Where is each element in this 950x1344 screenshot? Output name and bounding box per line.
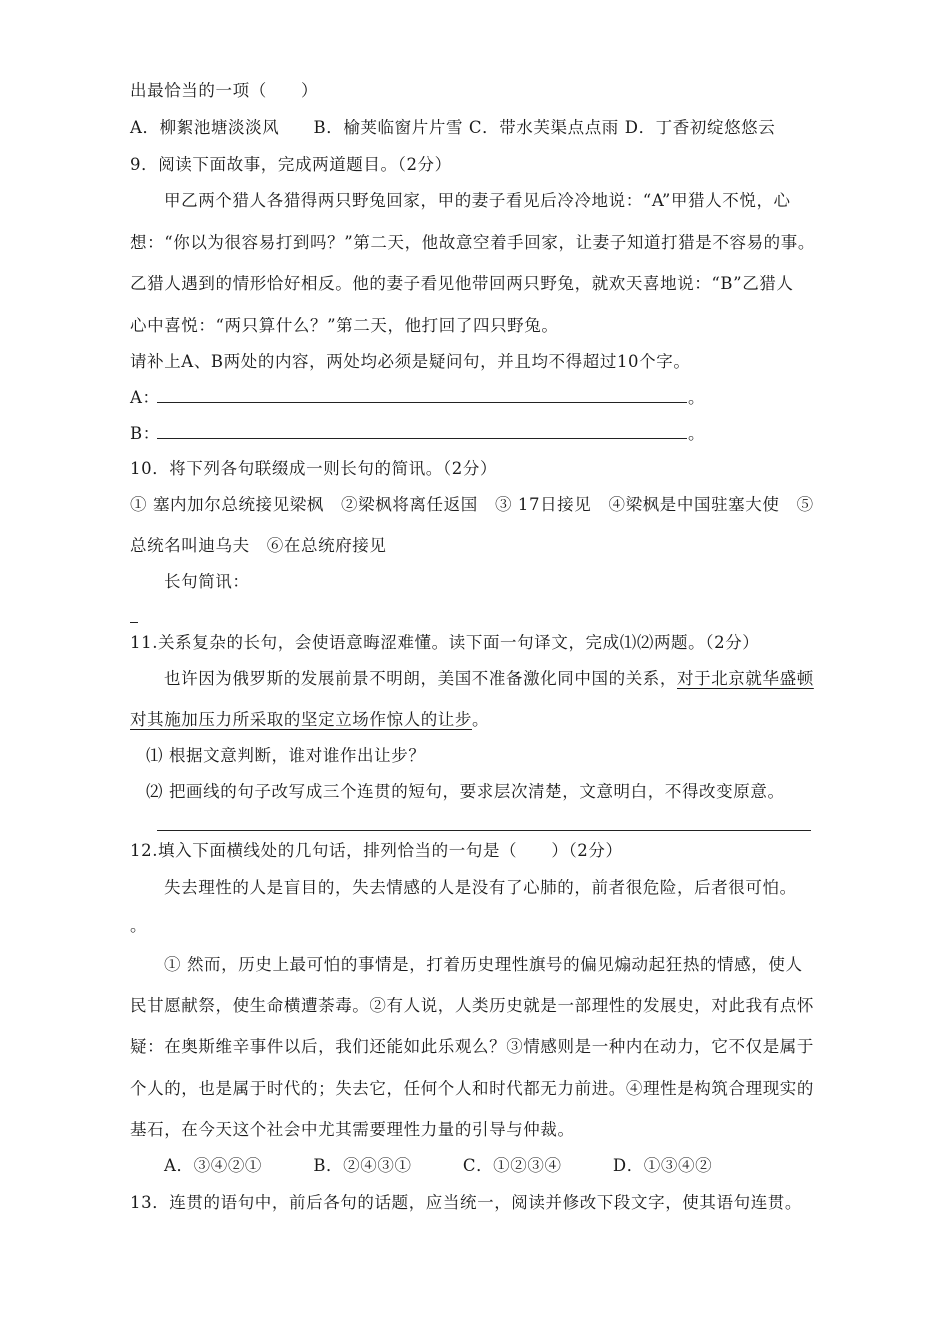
question-8-stem-end: 出最恰当的一项（ ）: [130, 81, 319, 100]
question-10-items-line-1: ① 塞内加尔总统接见梁枫 ②梁枫将离任返国 ③ 17日接见 ④梁枫是中国驻塞大使 ⑤: [130, 495, 814, 514]
question-9-story-line-2: 想：“你以为很容易打到吗？”第二天，他故意空着手回家，让妻子知道打猎是不容易的事。: [130, 233, 815, 252]
passage-period: 。: [472, 710, 490, 729]
question-12-sentences-line-1: ① 然而，历史上最可怕的事情是，打着历史理性旗号的偏见煽动起狂热的情感，使人: [164, 955, 803, 974]
question-9-story-line-3: 乙猎人遇到的情形恰好相反。他的妻子看见他带回两只野兔，就欢天喜地说：“B”乙猎人: [130, 274, 794, 293]
answer-b-label: B：: [130, 424, 160, 443]
answer-a-period: 。: [688, 388, 706, 407]
question-10-answer-label: 长句简讯：: [164, 572, 250, 591]
question-10-answer-line[interactable]: [130, 622, 138, 623]
question-12-blank-period: 。: [130, 916, 148, 935]
question-12-sentences-line-2: 民甘愿献祭，使生命横遭荼毒。②有人说，人类历史就是一部理性的发展史，对此我有点怀: [130, 996, 814, 1015]
question-12-intro: 失去理性的人是盲目的，失去情感的人是没有了心肺的，前者很危险，后者很可怕。: [164, 878, 797, 897]
question-12-sentences-line-4: 个人的，也是属于时代的；失去它，任何个人和时代都无力前进。④理性是构筑合理现实的: [130, 1079, 814, 1098]
question-11-subquestion-2: ⑵ 把画线的句子改写成三个连贯的短句，要求层次清楚，文意明白，不得改变原意。: [146, 782, 785, 801]
question-9-title: 9．阅读下面故事，完成两道题目。（2分）: [130, 155, 452, 174]
question-12-sentences-line-3: 疑：在奥斯维辛事件以后，我们还能如此乐观么？③情感则是一种内在动力，它不仅是属于: [130, 1037, 814, 1056]
question-12-sentences-line-5: 基石，在今天这个社会中尤其需要理性力量的引导与仲裁。: [130, 1120, 575, 1139]
question-11-passage-line-1: [164, 668, 814, 690]
question-11-answer-blank[interactable]: [157, 830, 811, 831]
question-12-title: 12.填入下面横线处的几句话，排列恰当的一句是（ ）（2分）: [130, 841, 623, 860]
question-9-story-line-4: 心中喜悦：“两只算什么？”第二天，他打回了四只野兔。: [130, 316, 559, 335]
question-11-subquestion-1: ⑴ 根据文意判断，谁对谁作出让步？: [146, 746, 426, 765]
passage-plain-text: 也许因为俄罗斯的发展前景不明朗，美国不准备激化同中国的关系，: [164, 669, 677, 688]
question-12-options: A．③④②① B．②④③① C．①②③④ D．①③④②: [164, 1156, 713, 1175]
underlined-sentence-start: 对于北京就华盛顿: [677, 669, 814, 688]
question-8-options: A．柳絮池塘淡淡风 B．榆荚临窗片片雪 C．带水芙渠点点雨 D．丁香初绽悠悠云: [130, 118, 776, 137]
answer-b-blank[interactable]: [157, 438, 687, 439]
question-11-passage-line-2: [130, 709, 489, 731]
answer-b-period: 。: [688, 424, 706, 443]
underlined-sentence-end: 对其施加压力所采取的坚定立场作惊人的让步: [130, 710, 472, 729]
question-9-requirement: 请补上A、B两处的内容，两处均必须是疑问句，并且均不得超过10个字。: [130, 352, 691, 371]
question-10-items-line-2: 总统名叫迪乌夫 ⑥在总统府接见: [130, 536, 387, 555]
question-9-story-line-1: 甲乙两个猎人各猎得两只野兔回家，甲的妻子看见后冷冷地说：“A”甲猎人不悦，心: [164, 191, 791, 210]
answer-a-blank[interactable]: [157, 402, 687, 403]
question-11-title: 11.关系复杂的长句，会使语意晦涩难懂。读下面一句译文，完成⑴⑵两题。（2分）: [130, 633, 760, 652]
question-13-title: 13．连贯的语句中，前后各句的话题，应当统一，阅读并修改下段文字，使其语句连贯。: [130, 1193, 802, 1212]
question-10-title: 10．将下列各句联缀成一则长句的简讯。（2分）: [130, 459, 498, 478]
answer-a-label: A：: [130, 388, 160, 407]
